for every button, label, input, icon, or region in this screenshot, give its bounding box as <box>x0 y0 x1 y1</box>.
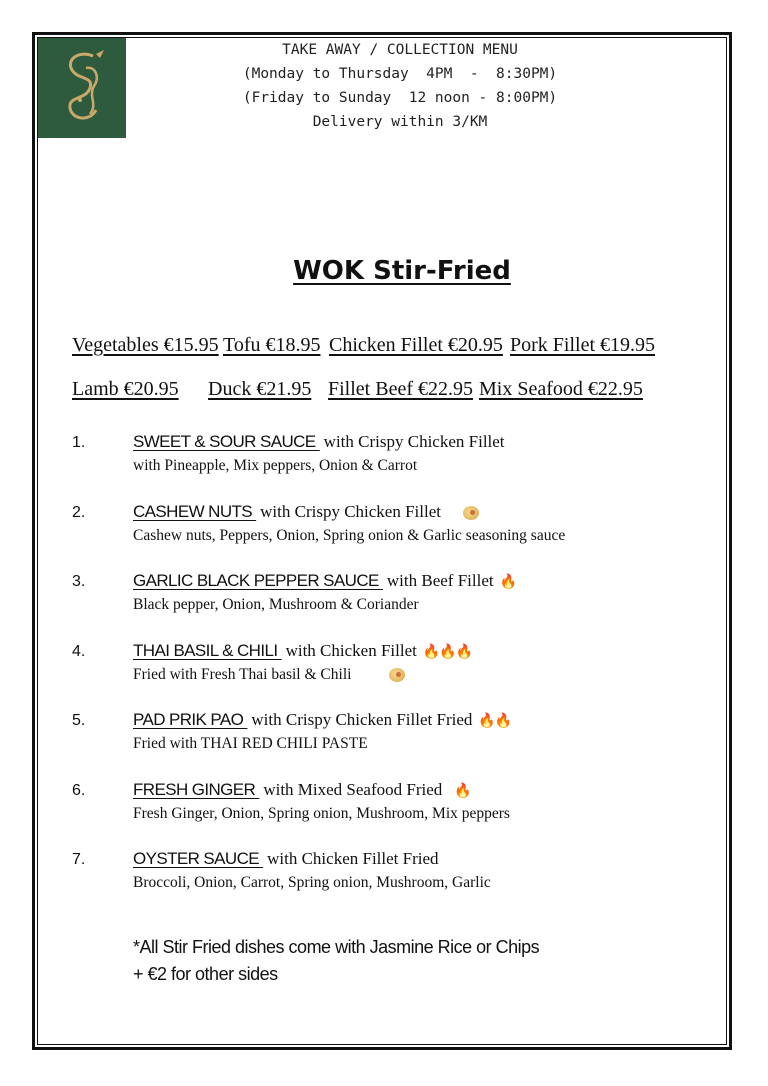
item-name: OYSTER SAUCE <box>133 849 264 868</box>
item-ingredients: Cashew nuts, Peppers, Onion, Spring onion & Garlic seasoning sauce <box>133 527 566 544</box>
item-name: THAI BASIL & CHILI <box>133 641 282 660</box>
item-ingredients: Black pepper, Onion, Mushroom & Coriander <box>133 596 419 613</box>
header-hours-weekend: (Friday to Sunday 12 noon - 8:00PM) <box>242 90 558 106</box>
price-chicken-fillet: Chicken Fillet €20.95 <box>329 334 503 356</box>
item-number: 2. <box>72 504 86 521</box>
item-name: PAD PRIK PAO <box>133 710 248 729</box>
item-ingredients: Fresh Ginger, Onion, Spring onion, Mushroom, Mix peppers <box>133 805 510 822</box>
item-name: FRESH GINGER <box>133 780 260 799</box>
item-name: GARLIC BLACK PEPPER SAUCE <box>133 571 383 590</box>
price-tofu: Tofu €18.95 <box>223 334 321 356</box>
chili-icon: 🔥🔥🔥 <box>422 645 473 660</box>
item-number: 3. <box>72 573 86 590</box>
price-mix-seafood: Mix Seafood €22.95 <box>479 378 643 400</box>
item-ingredients: Broccoli, Onion, Carrot, Spring onion, Mushroom, Garlic <box>133 874 491 891</box>
item-ingredients: Fried with Fresh Thai basil & Chili <box>133 666 405 684</box>
chili-icon: 🔥 <box>454 784 471 799</box>
restaurant-logo <box>38 38 126 138</box>
item-description: with Chicken Fillet <box>285 641 417 660</box>
item-ingredients: Fried with THAI RED CHILI PASTE <box>133 735 368 752</box>
price-pork-fillet: Pork Fillet €19.95 <box>510 334 656 356</box>
item-number: 1. <box>72 434 86 451</box>
nut-icon <box>463 506 479 520</box>
item-number: 7. <box>72 851 86 868</box>
price-vegetables: Vegetables €15.95 <box>72 334 219 356</box>
chili-icon: 🔥 <box>499 575 517 590</box>
note-other-sides: + €2 for other sides <box>133 964 278 984</box>
item-description: with Crispy Chicken Fillet <box>323 432 505 451</box>
section-title: WOK Stir-Fried <box>293 256 511 286</box>
note-rice-or-chips: *All Stir Fried dishes come with Jasmine Rice or Chips <box>133 937 540 957</box>
item-name: SWEET & SOUR SAUCE <box>133 432 320 451</box>
chili-icon: 🔥🔥 <box>478 714 512 729</box>
header-delivery-range: Delivery within 3/KM <box>312 114 488 130</box>
item-description: with Chicken Fillet Fried <box>267 849 439 868</box>
item-number: 5. <box>72 712 86 729</box>
item-ingredients: with Pineapple, Mix peppers, Onion & Carrot <box>133 457 418 474</box>
item-description: with Beef Fillet <box>386 571 494 590</box>
menu-header <box>130 38 670 134</box>
header-hours-weekday: (Monday to Thursday 4PM - 8:30PM) <box>242 66 558 82</box>
item-name: CASHEW NUTS <box>133 502 257 521</box>
price-duck: Duck €21.95 <box>208 378 312 400</box>
item-number: 4. <box>72 643 86 660</box>
price-lamb: Lamb €20.95 <box>72 378 179 400</box>
side-dish-note <box>133 934 539 988</box>
item-description: with Mixed Seafood Fried <box>263 780 443 799</box>
item-number: 6. <box>72 782 86 799</box>
price-fillet-beef: Fillet Beef €22.95 <box>328 378 473 400</box>
header-menu-type: TAKE AWAY / COLLECTION MENU <box>282 42 518 58</box>
nut-icon <box>389 668 405 682</box>
item-description: with Crispy Chicken Fillet Fried <box>251 710 473 729</box>
item-description: with Crispy Chicken Fillet <box>260 502 441 521</box>
